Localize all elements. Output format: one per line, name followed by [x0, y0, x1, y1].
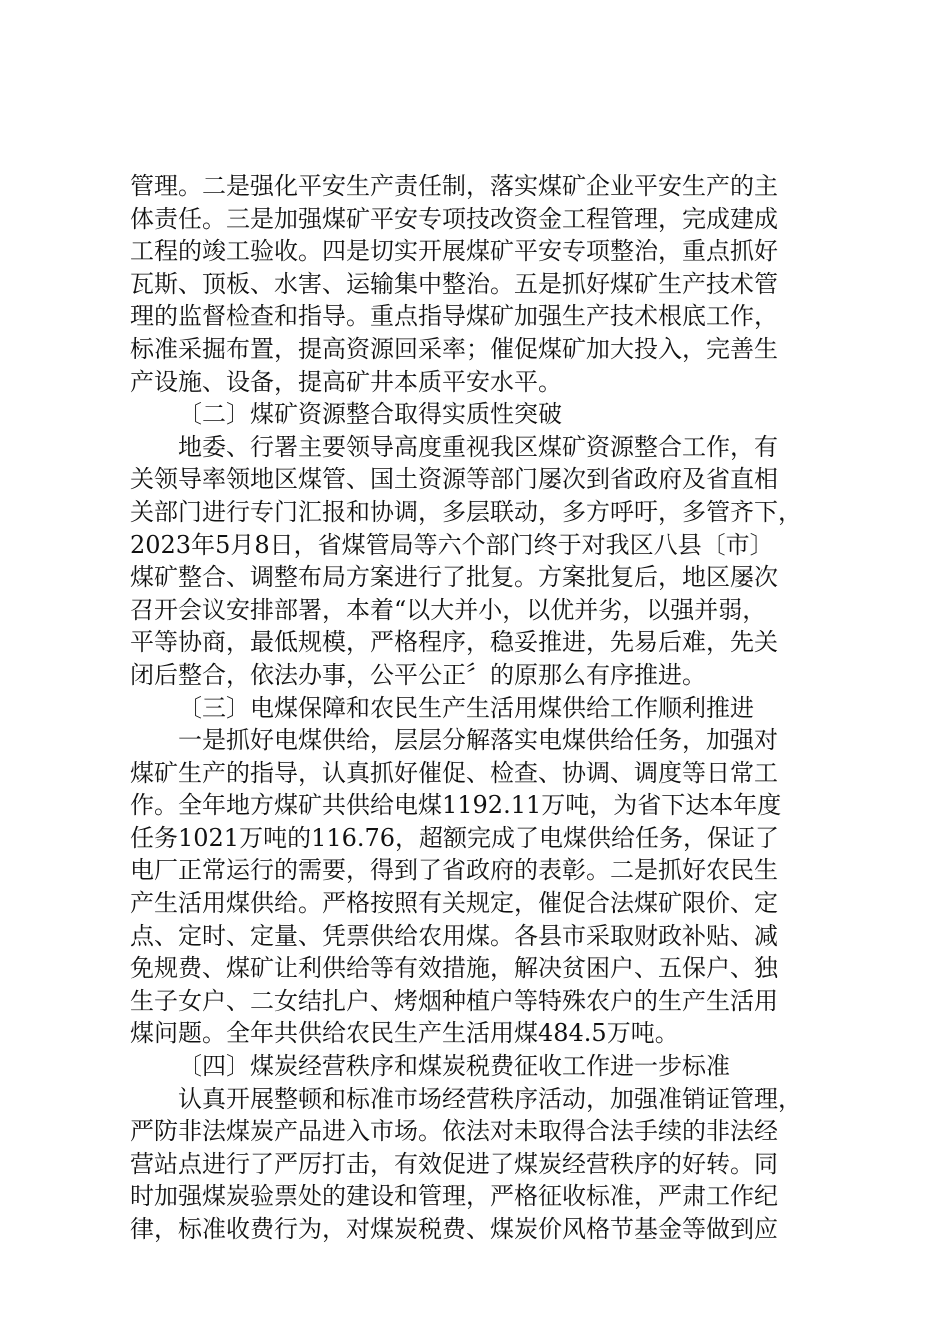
paragraph-text-line: 点、定时、定量、凭票供给农用煤。各县市采取财政补贴、减: [130, 921, 778, 950]
paragraph-text-line: 召开会议安排部署，本着“以大并小，以优并劣，以强并弱，: [130, 595, 767, 624]
paragraph: [130, 170, 830, 398]
document-body: [130, 170, 830, 1246]
paragraph-text-line: 煤矿生产的指导，认真抓好催促、检查、协调、调度等日常工: [130, 758, 778, 787]
paragraph-text-line: 瓦斯、顶板、水害、运输集中整治。五是抓好煤矿生产技术管: [130, 269, 778, 298]
paragraph: [130, 1083, 830, 1246]
section-heading: [130, 1050, 830, 1083]
paragraph-text-line: 理的监督检查和指导。重点指导煤矿加强生产技术根底工作，: [130, 302, 778, 331]
heading-text-line: 〔二〕煤矿资源整合取得实质性突破: [178, 400, 562, 429]
paragraph-text-line: 2023年5月8日，省煤管局等六个部门终于对我区八县〔市〕: [130, 530, 774, 559]
heading-text-line: 〔四〕煤炭经营秩序和煤炭税费征收工作进一步标准: [178, 1052, 730, 1081]
paragraph-text-line: 关领导率领地区煤管、国土资源等部门屡次到省政府及省直相: [130, 465, 778, 494]
paragraph: [130, 724, 830, 1050]
paragraph-text-line: 任务1021万吨的116.76，超额完成了电煤供给任务，保证了: [130, 823, 780, 852]
paragraph-text-line: 产生活用煤供给。严格按照有关规定，催促合法煤矿限价、定: [130, 889, 778, 918]
paragraph-text-line: 作。全年地方煤矿共供给电煤1192.11万吨，为省下达本年度: [130, 791, 782, 820]
paragraph-text-line: 闭后整合，依法办事，公平公正〞的原那么有序推进。: [130, 660, 706, 689]
paragraph-text-line: 产设施、设备，提高矿井本质平安水平。: [130, 367, 562, 396]
paragraph-text-line: 生子女户、二女结扎户、烤烟种植户等特殊农户的生产生活用: [130, 986, 778, 1015]
section-heading: [130, 692, 830, 725]
paragraph-text-line: 煤问题。全年共供给农民生产生活用煤484.5万吨。: [130, 1019, 679, 1048]
paragraph-text-line: 时加强煤炭验票处的建设和管理，严格征收标准，严肃工作纪: [130, 1182, 778, 1211]
paragraph-text-line: 关部门进行专门汇报和协调，多层联动，多方呼吁，多管齐下，: [130, 497, 802, 526]
heading-text-line: 〔三〕电煤保障和农民生产生活用煤供给工作顺利推进: [178, 693, 754, 722]
paragraph-text-line: 营站点进行了严厉打击，有效促进了煤炭经营秩序的好转。同: [130, 1149, 778, 1178]
paragraph-text-line: 管理。二是强化平安生产责任制，落实煤矿企业平安生产的主: [130, 172, 778, 200]
section-heading: [130, 398, 830, 431]
paragraph-text-line: 煤矿整合、调整布局方案进行了批复。方案批复后，地区屡次: [130, 563, 778, 592]
paragraph: [130, 431, 830, 692]
paragraph-text-line: 免规费、煤矿让利供给等有效措施，解决贫困户、五保户、独: [130, 954, 778, 983]
paragraph-text-line: 律，标准收费行为，对煤炭税费、煤炭价风格节基金等做到应: [130, 1215, 778, 1243]
paragraph-text-line: 认真开展整顿和标准市场经营秩序活动，加强准销证管理，: [178, 1084, 802, 1113]
paragraph-text-line: 地委、行署主要领导高度重视我区煤矿资源整合工作，有: [178, 432, 778, 461]
paragraph-text-line: 平等协商，最低规模，严格程序，稳妥推进，先易后难，先关: [130, 628, 778, 657]
paragraph-text-line: 工程的竣工验收。四是切实开展煤矿平安专项整治，重点抓好: [130, 237, 778, 266]
paragraph-text-line: 电厂正常运行的需要，得到了省政府的表彰。二是抓好农民生: [130, 856, 778, 885]
paragraph-text-line: 体责任。三是加强煤矿平安专项技改资金工程管理，完成建成: [130, 204, 778, 233]
paragraph-text-line: 一是抓好电煤供给，层层分解落实电煤供给任务，加强对: [178, 726, 778, 755]
paragraph-text-line: 标准采掘布置，提高资源回采率；催促煤矿加大投入，完善生: [130, 334, 778, 363]
paragraph-text-line: 严防非法煤炭产品进入市场。依法对未取得合法手续的非法经: [130, 1117, 778, 1146]
